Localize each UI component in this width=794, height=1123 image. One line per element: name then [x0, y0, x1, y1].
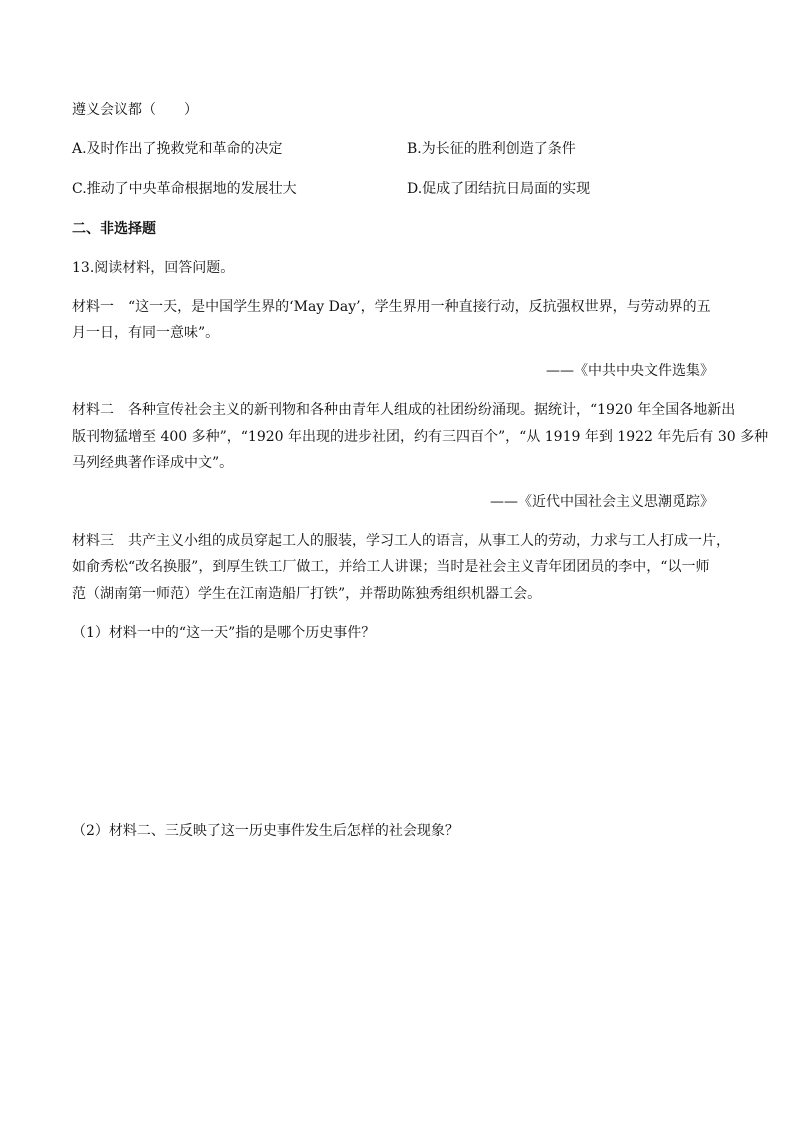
material-3-line-3: 范（湖南第一师范）学生在江南造船厂打铁”，并帮助陈独秀组织机器工会。 — [72, 586, 542, 602]
material-2-source: ——《近代中国社会主义思潮觅踪》 — [490, 494, 714, 510]
sub-question-1: （1）材料一中的“这一天”指的是哪个历史事件？ — [72, 625, 376, 641]
material-2-line-3: 马列经典著作译成中文”。 — [72, 455, 234, 471]
question-12-stem: 遵义会议都（ ） — [72, 102, 198, 118]
question-13-intro: 13.阅读材料，回答问题。 — [72, 260, 235, 276]
option-d: D.促成了团结抗日局面的实现 — [407, 181, 591, 197]
section-heading: 二、非选择题 — [72, 221, 156, 237]
option-a: A.及时作出了挽救党和革命的决定 — [72, 141, 283, 157]
material-1-source: ——《中共中央文件选集》 — [546, 363, 714, 379]
sub-question-2: （2）材料二、三反映了这一历史事件发生后怎样的社会现象？ — [72, 823, 459, 839]
material-3-line-2: 如俞秀松“改名换服”，到厚生铁工厂做工，并给工人讲课；当时是社会主义青年团团员的李中，“以一师 — [72, 559, 710, 575]
material-2-line-1: 材料二 各种宣传社会主义的新刊物和各种由青年人组成的社团纷纷涌现。据统计，“1920 年全国各地新出 — [72, 402, 736, 418]
material-2-line-2: 版刊物猛增至 400 多种”，“1920 年出现的进步社团，约有三四百个”，“从 1919 年到 1922 年先后有 30 多种 — [72, 429, 769, 445]
option-b: B.为长征的胜利创造了条件 — [407, 141, 576, 157]
material-1-line-1: 材料一 “这一天，是中国学生界的‘May Day’，学生界用一种直接行动，反抗强权世界，与劳动界的五 — [72, 299, 711, 315]
material-1-line-2: 月一日，有同一意味”。 — [72, 325, 220, 341]
option-c: C.推动了中央革命根据地的发展壮大 — [72, 181, 297, 197]
material-3-line-1: 材料三 共产主义小组的成员穿起工人的服装，学习工人的语言，从事工人的劳动，力求与工人打成一片， — [72, 533, 730, 549]
